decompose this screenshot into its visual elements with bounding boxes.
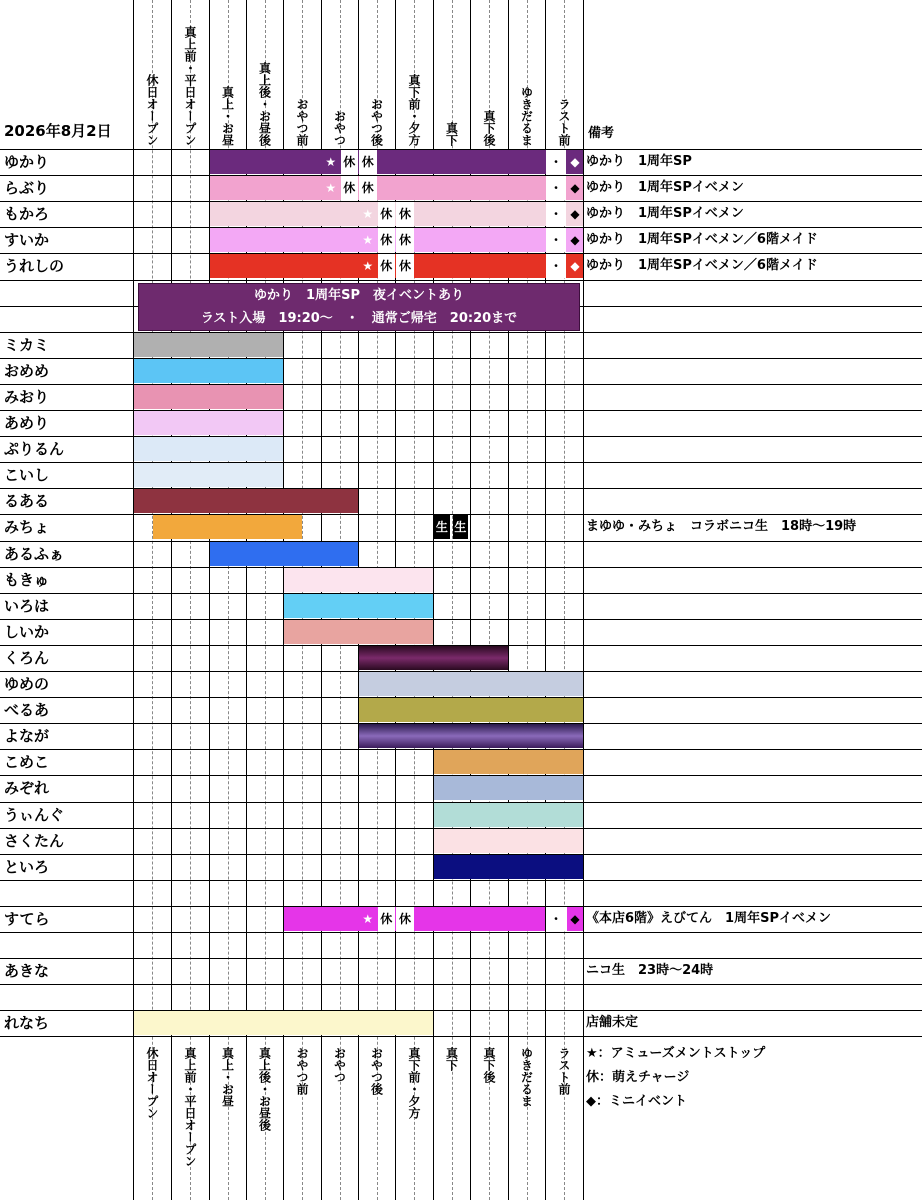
shift-block: [134, 411, 283, 435]
column-header-bottom: おやつ後: [369, 1047, 384, 1095]
grid-row-line: [0, 932, 922, 933]
shift-mark: 休: [396, 202, 414, 226]
shift-block: [434, 855, 583, 879]
shift-block: [434, 776, 583, 800]
staff-name: ぷりるん: [4, 440, 65, 459]
shift-block: [210, 542, 358, 566]
column-header-top: 真下: [444, 122, 459, 146]
banner-line-1: ゆかり 1周年SP 夜イベントあり: [254, 288, 464, 303]
column-header-bottom: 真下: [444, 1047, 459, 1071]
column-header-top: おやつ後: [369, 98, 384, 146]
shift-mark: ・: [546, 202, 566, 226]
shift-mark: 休: [378, 254, 396, 278]
shift-block: [284, 568, 433, 592]
staff-name: あめり: [4, 414, 50, 432]
shift-block: [210, 176, 583, 200]
staff-name: ゆめの: [4, 675, 50, 693]
column-header-bottom: ラスト前: [557, 1047, 571, 1095]
staff-name: すてら: [4, 909, 50, 928]
staff-name: みおり: [4, 387, 50, 406]
column-header-bottom: 真上・お昼: [220, 1047, 235, 1107]
staff-name: よなが: [4, 727, 50, 746]
shift-block: [134, 489, 358, 513]
staff-name: いろは: [4, 596, 50, 615]
legend-item: ★：アミューズメントストップ: [586, 1046, 766, 1061]
shift-block: [210, 150, 583, 174]
row-note: ゆかり 1周年SPイベメン: [586, 180, 744, 196]
staff-name: あきな: [4, 962, 50, 981]
column-header-top: 真下後: [482, 110, 496, 146]
grid-row-line: [0, 880, 922, 881]
legend-item: 休：萌えチャージ: [586, 1070, 690, 1085]
staff-name: おめめ: [4, 361, 50, 380]
staff-name: みぞれ: [4, 779, 50, 798]
shift-mark: 生: [434, 515, 450, 539]
shift-mark: 休: [359, 176, 377, 200]
shift-mark: 休: [378, 907, 396, 931]
grid-row-line: [0, 1036, 922, 1037]
shift-mark: 休: [396, 254, 414, 278]
column-header-top: おやつ: [332, 110, 347, 146]
staff-name: しいか: [4, 622, 50, 641]
shift-mark: ★: [325, 181, 337, 196]
shift-mark: ・: [546, 176, 566, 200]
shift-mark: 休: [341, 176, 359, 200]
row-note: ゆかり 1周年SPイベメン／6階メイド: [586, 258, 818, 274]
row-note: ゆかり 1周年SP: [586, 154, 692, 169]
schedule-date: 2026年8月2日: [4, 122, 112, 140]
shift-mark: 休: [378, 202, 396, 226]
grid-row-line: [0, 958, 922, 959]
grid-row-line: [0, 280, 922, 281]
shift-block: [434, 750, 583, 774]
staff-name: さくたん: [4, 831, 65, 850]
staff-name: もかろ: [4, 205, 50, 224]
shift-block: [284, 907, 545, 931]
shift-mark: 生: [453, 515, 469, 539]
row-note: 店舗未定: [586, 1015, 639, 1031]
legend-item: ◆：ミニイベント: [586, 1094, 687, 1109]
column-header-bottom: おやつ: [332, 1047, 347, 1083]
shift-block: [284, 620, 433, 644]
mini-event-diamond: ◆: [567, 150, 583, 174]
shift-mark: ★: [362, 259, 374, 274]
grid-column-line: [583, 0, 584, 1200]
column-header-top: 休日オープン: [145, 74, 159, 146]
row-note: ニコ生 23時〜24時: [586, 963, 714, 979]
row-note: ゆかり 1周年SPイベメン／6階メイド: [586, 232, 818, 248]
shift-mark: ★: [359, 907, 377, 931]
column-header-top: ラスト前: [557, 98, 571, 146]
row-note: 《本店6階》えびてん 1周年SPイベメン: [586, 910, 831, 926]
staff-name: らぶり: [4, 179, 50, 198]
shift-mark: 休: [359, 150, 377, 174]
shift-block: [359, 698, 583, 722]
shift-block: [434, 803, 583, 827]
staff-name: こいし: [4, 466, 50, 485]
mini-event-diamond: ◆: [567, 254, 583, 278]
column-header-bottom: おやつ前: [295, 1047, 309, 1095]
grid-row-line: [0, 567, 922, 568]
shift-mark: ・: [546, 254, 566, 278]
column-header-top: 真下前・夕方: [407, 74, 421, 146]
banner-line-2: ラスト入場 19:20〜 ・ 通常ご帰宅 20:20まで: [200, 311, 518, 326]
shift-block: [134, 333, 283, 357]
column-header-top: おやつ前: [295, 98, 309, 146]
column-header-bottom: 真下前・夕方: [407, 1047, 421, 1119]
staff-name: くろん: [4, 648, 50, 667]
column-header-top: 真上・お昼: [220, 86, 235, 146]
shift-block: [134, 385, 283, 409]
shift-block: [359, 724, 583, 748]
mini-event-diamond: ◆: [567, 228, 583, 252]
column-header-bottom: 真上前・平日オープン: [183, 1047, 197, 1167]
staff-name: うれしの: [4, 257, 65, 276]
grid-row-line: [0, 984, 922, 985]
shift-mark: ・: [546, 150, 566, 174]
staff-name: ゆかり: [4, 153, 50, 171]
shift-block: [284, 594, 433, 618]
shift-mark: 休: [396, 228, 414, 252]
shift-mark: ・: [546, 907, 566, 931]
shift-block: [134, 359, 283, 383]
row-note: ゆかり 1周年SPイベメン: [586, 206, 744, 222]
shift-mark: 休: [396, 907, 414, 931]
column-header-bottom: ゆきだるま: [519, 1047, 534, 1107]
column-header-top: 真上後・お昼後: [257, 62, 272, 146]
staff-name: あるふぁ: [4, 544, 65, 563]
shift-mark: 休: [341, 150, 359, 174]
shift-block: [134, 463, 283, 487]
staff-name: すいか: [4, 231, 50, 250]
staff-name: ミカミ: [4, 335, 50, 354]
shift-mark: ・: [546, 228, 566, 252]
staff-name: こめこ: [4, 753, 50, 772]
staff-name: うぃんぐ: [4, 805, 65, 824]
shift-mark: ★: [325, 155, 337, 169]
mini-event-diamond: ◆: [567, 907, 583, 931]
staff-name: もきゅ: [4, 570, 50, 589]
shift-mark: ★: [362, 207, 374, 222]
mini-event-diamond: ◆: [567, 176, 583, 200]
column-header-top: 真上前・平日オープン: [183, 26, 197, 146]
mini-event-diamond: ◆: [567, 202, 583, 226]
event-banner: [138, 283, 580, 331]
grid-row-line: [0, 541, 922, 542]
shift-block: [153, 515, 302, 539]
grid-row-line: [0, 619, 922, 620]
shift-block: [134, 1011, 433, 1035]
shift-block: [359, 672, 583, 696]
column-header-top: ゆきだるま: [519, 86, 534, 146]
staff-name: れなち: [4, 1014, 50, 1033]
shift-block: [134, 437, 283, 461]
column-header-bottom: 真下後: [482, 1047, 496, 1083]
staff-name: といろ: [4, 857, 50, 876]
shift-block: [359, 646, 508, 670]
row-note: まゆゆ・みちょ コラボニコ生 18時〜19時: [586, 519, 857, 535]
column-header-bottom: 真上後・お昼後: [257, 1047, 272, 1131]
notes-header: 備考: [588, 126, 615, 141]
staff-name: るある: [4, 492, 50, 511]
shift-block: [434, 829, 583, 853]
staff-name: べるあ: [4, 701, 50, 720]
grid-row-line: [0, 593, 922, 594]
shift-mark: 休: [378, 228, 396, 252]
staff-name: みちょ: [4, 518, 50, 537]
shift-mark: ★: [362, 233, 374, 248]
column-header-bottom: 休日オープン: [145, 1047, 159, 1119]
